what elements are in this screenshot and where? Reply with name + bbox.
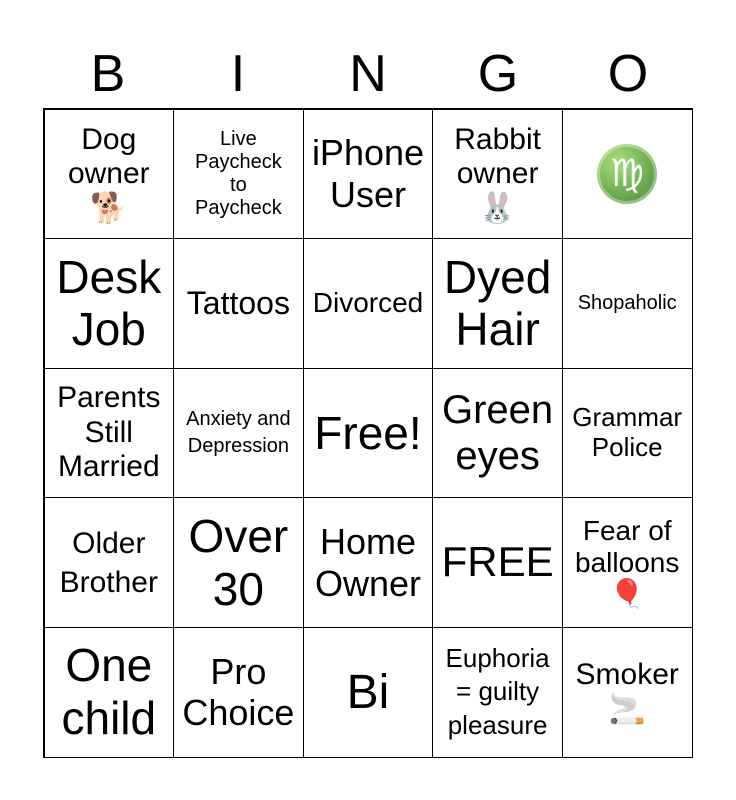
cell-label: Pro Choice xyxy=(182,650,295,734)
bingo-cell[interactable] xyxy=(303,109,434,240)
cell-label: Over 30 xyxy=(188,509,289,615)
bingo-cell[interactable] xyxy=(432,497,563,628)
cell-label: Anxiety and Depression xyxy=(186,407,291,457)
bingo-cell[interactable] xyxy=(303,497,434,628)
bingo-cell[interactable] xyxy=(173,109,304,240)
bingo-cell[interactable] xyxy=(303,238,434,369)
cell-label: Euphoria = guilty pleasure xyxy=(445,642,550,741)
virgo-zodiac-icon: ♍ xyxy=(597,144,657,204)
cell-label: Fear of balloons xyxy=(575,515,680,579)
bingo-cell[interactable] xyxy=(303,368,434,499)
free-space-label: Free! xyxy=(314,406,422,459)
header-letter-o: O xyxy=(607,45,649,103)
bingo-cell[interactable] xyxy=(432,368,563,499)
balloon-icon: 🎈 xyxy=(609,577,645,611)
bingo-card xyxy=(43,108,693,758)
dog-icon: 🐕 xyxy=(90,190,128,226)
cell-label: Tattoos xyxy=(186,284,290,321)
rabbit-icon: 🐰 xyxy=(478,190,517,226)
cell-label: Dyed Hair xyxy=(443,250,552,356)
cell-label: Bi xyxy=(346,665,390,719)
cell-label: Grammar Police xyxy=(572,402,683,462)
cell-label: Home Owner xyxy=(314,521,421,604)
cell-label: Desk Job xyxy=(56,250,162,356)
header-letter-n: N xyxy=(349,45,387,103)
cell-label: Live Paycheck to Paycheck xyxy=(195,127,282,219)
cell-label: Smoker xyxy=(575,658,679,692)
bingo-cell[interactable] xyxy=(44,368,175,499)
bingo-cell[interactable] xyxy=(562,497,693,628)
bingo-cell[interactable] xyxy=(432,627,563,758)
cell-label: Rabbit owner xyxy=(454,122,541,191)
cell-label: iPhone User xyxy=(311,132,425,215)
bingo-cell[interactable] xyxy=(562,368,693,499)
cell-label: Green eyes xyxy=(442,387,554,478)
header-letter-i: I xyxy=(230,45,246,103)
bingo-cell[interactable] xyxy=(173,497,304,628)
bingo-cell[interactable] xyxy=(173,627,304,758)
cell-label: Divorced xyxy=(312,287,424,319)
bingo-cell[interactable] xyxy=(562,109,693,240)
cell-label: Parents Still Married xyxy=(57,381,161,484)
bingo-cell[interactable] xyxy=(562,627,693,758)
cigarette-icon: 🚬 xyxy=(608,691,646,727)
cell-label: Shopaholic xyxy=(577,291,677,314)
bingo-header xyxy=(43,40,693,108)
bingo-cell[interactable] xyxy=(303,627,434,758)
bingo-cell[interactable] xyxy=(173,368,304,499)
bingo-cell[interactable] xyxy=(44,497,175,628)
bingo-cell[interactable] xyxy=(44,238,175,369)
cell-label: One child xyxy=(61,639,157,745)
bingo-cell[interactable] xyxy=(432,109,563,240)
cell-label: Dog owner xyxy=(67,122,150,191)
bingo-cell[interactable] xyxy=(173,238,304,369)
bingo-cell[interactable] xyxy=(44,627,175,758)
header-letter-b: B xyxy=(90,45,126,103)
cell-label: Older Brother xyxy=(59,526,158,599)
bingo-cell[interactable] xyxy=(562,238,693,369)
bingo-cell[interactable] xyxy=(432,238,563,369)
bingo-cell[interactable] xyxy=(44,109,175,240)
header-letter-g: G xyxy=(477,45,519,103)
cell-label: FREE xyxy=(441,538,554,586)
